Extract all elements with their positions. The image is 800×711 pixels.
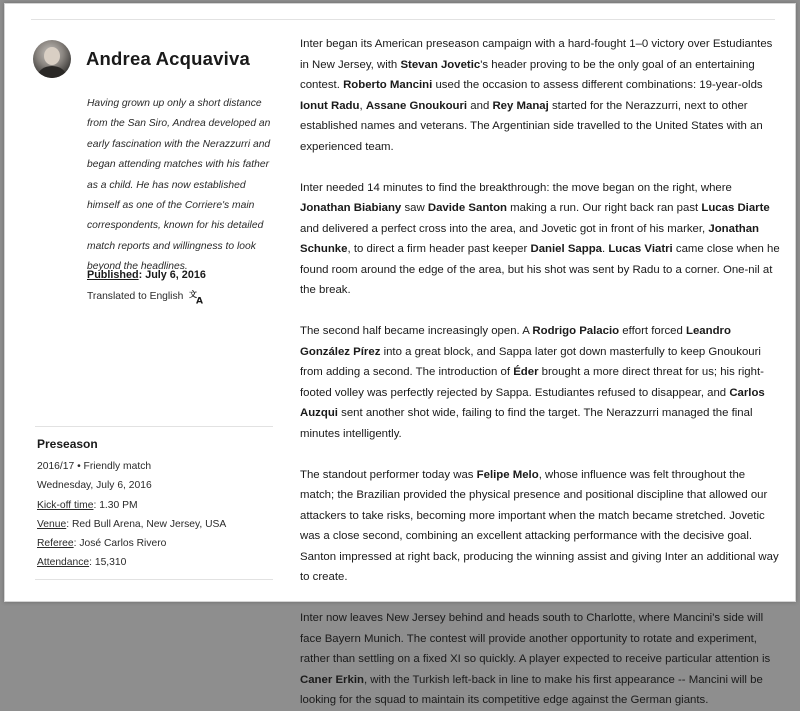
published-label: Published: [87, 269, 139, 281]
player-name: Leandro González Pírez: [300, 325, 731, 358]
match-info-top-divider: [35, 426, 273, 427]
match-venue: Venue: Red Bull Arena, New Jersey, USA: [37, 518, 227, 530]
article-text: effort forced: [619, 325, 687, 337]
kickoff-value: 1.30 PM: [99, 499, 138, 511]
article-text: Inter began its American preseason campaign with a hard-fought 1–0 victory over Estudiantes in New Jersey, with: [300, 38, 773, 71]
match-attendance: Attendance: 15,310: [37, 557, 127, 569]
venue-label: Venue: [37, 518, 67, 530]
translated-label: Translated to English: [87, 291, 184, 302]
article-text: brought a more direct threat for us; his right-footed volley was perfectly rejected by Sappa. Estudiantes refused to disappear, and: [300, 366, 764, 399]
published-date: July 6, 2016: [145, 269, 206, 281]
article-text: sent another shot wide, failing to find the target. The Nerazzurri managed the final minutes intelligently.: [300, 407, 753, 440]
article-text: ,: [359, 99, 366, 112]
player-name: Carlos Auzqui: [300, 386, 765, 419]
article-text: The second half became increasingly open. A: [300, 325, 533, 337]
author-name[interactable]: Andrea Acquaviva: [86, 48, 250, 69]
player-name: Roberto Mancini: [343, 79, 433, 91]
player-name: Caner Erkin: [300, 673, 364, 686]
article-text: , whose influence was felt throughout the match; the Brazilian provided the physical presence and positional discipline that allowed our attackers to take risks, becoming more important when the match became stretched. Jovetic was a close second, combining an excellent attacking performance with the decisive goal. Santon impressed at right back, producing the winning assist and giving Inter an additional way to create.: [300, 468, 779, 583]
player-name: Jonathan Biabiany: [300, 202, 402, 214]
article-text: and delivered a perfect cross into the area, and Jovetic got in front of his marker,: [300, 222, 709, 235]
player-name: Davide Santon: [427, 202, 507, 214]
article-text: started for the Nerazzurri, next to other established names and veterans. The Argentinian side travelled to the United States with an experienced team.: [300, 99, 763, 153]
author-avatar[interactable]: [33, 40, 71, 78]
match-title: Preseason: [37, 437, 98, 451]
player-name: Felipe Melo: [476, 468, 539, 481]
player-name: Ionut Radu: [300, 99, 360, 112]
article-text: and: [467, 99, 493, 112]
player-name: Daniel Sappa: [530, 243, 602, 255]
author-sidebar: [31, 20, 275, 580]
article-text: came close when he found room around the edge of the area, but his shot was sent by Radu to a corner. One-nil at the break.: [300, 243, 780, 296]
player-name: Éder: [513, 366, 539, 378]
referee-label: Referee: [37, 538, 74, 550]
article-text: making a run. Our right back ran past: [507, 202, 702, 214]
article-text: Inter needed 14 minutes to find the breakthrough: the move began on the right, where: [300, 181, 732, 194]
match-kickoff: Kick-off time: 1.30 PM: [37, 499, 138, 511]
match-info: [37, 437, 226, 573]
article-paragraph: [300, 465, 782, 588]
player-name: Stevan Jovetic: [400, 58, 481, 71]
article-text: .: [602, 243, 609, 255]
player-name: Lucas Viatri: [608, 243, 673, 255]
article-text: , with the Turkish left-back in line to make his first appearance -- Mancini will be looking for the squad to maintain its competitive edge against the German giants.: [300, 673, 763, 706]
attendance-label: Attendance: [37, 557, 90, 569]
player-name: Jonathan Schunke: [300, 222, 760, 255]
article-text: 's header proving to be the only goal of an entertaining contest.: [300, 58, 755, 91]
article-card: [4, 3, 796, 706]
player-name: Rey Manaj: [492, 99, 549, 112]
translate-icon[interactable]: [189, 289, 206, 304]
kickoff-label: Kick-off time: [37, 499, 94, 511]
svg-text:A: A: [196, 296, 204, 304]
article-text: Inter now leaves New Jersey behind and heads south to Charlotte, where Mancini's side will face Bayern Munich. The contest will provide another opportunity to rotate and experiment, rather than settling on a fixed XI so quickly. A player expected to receive particular attention is: [300, 612, 771, 665]
article-paragraph: [300, 321, 782, 444]
article-paragraph: [300, 34, 782, 157]
author-header: [33, 40, 250, 78]
article-paragraph: [300, 178, 782, 301]
article-text: used the occasion to assess different combinations: 19-year-olds: [432, 79, 763, 91]
player-name: Rodrigo Palacio: [532, 325, 620, 337]
venue-value: Red Bull Arena, New Jersey, USA: [71, 518, 227, 530]
svg-text:文: 文: [189, 290, 198, 299]
translation-note: [87, 289, 206, 304]
author-bio: Having grown up only a short distance from the San Siro, Andrea developed an early fascination with the Nerazzurri and began attending matches with his father as a child. He has now established himself as one of the Corriere's main correspondents, known for his detailed match reports and willingness to look beyond the headlines.: [87, 98, 271, 273]
match-competition: 2016/17 • Friendly match: [37, 461, 152, 472]
match-info-bottom-divider: [35, 579, 273, 580]
article-text: , to direct a firm header past keeper: [347, 243, 531, 255]
article-text: saw: [401, 202, 428, 214]
published-line: Published: July 6, 2016: [87, 269, 206, 281]
player-name: Lucas Diarte: [701, 202, 770, 214]
article-paragraph: [300, 608, 782, 711]
article-body: [300, 34, 782, 711]
article-text: into a great block, and Sappa later got down masterfully to keep Gnoukouri from adding a second. The introduction of: [300, 345, 761, 378]
attendance-value: 15,310: [94, 557, 127, 569]
match-referee: Referee: José Carlos Rivero: [37, 538, 167, 550]
match-date: Wednesday, July 6, 2016: [37, 480, 152, 492]
referee-value: José Carlos Rivero: [79, 538, 167, 550]
player-name: Assane Gnoukouri: [365, 99, 468, 112]
article-text: The standout performer today was: [300, 468, 477, 481]
